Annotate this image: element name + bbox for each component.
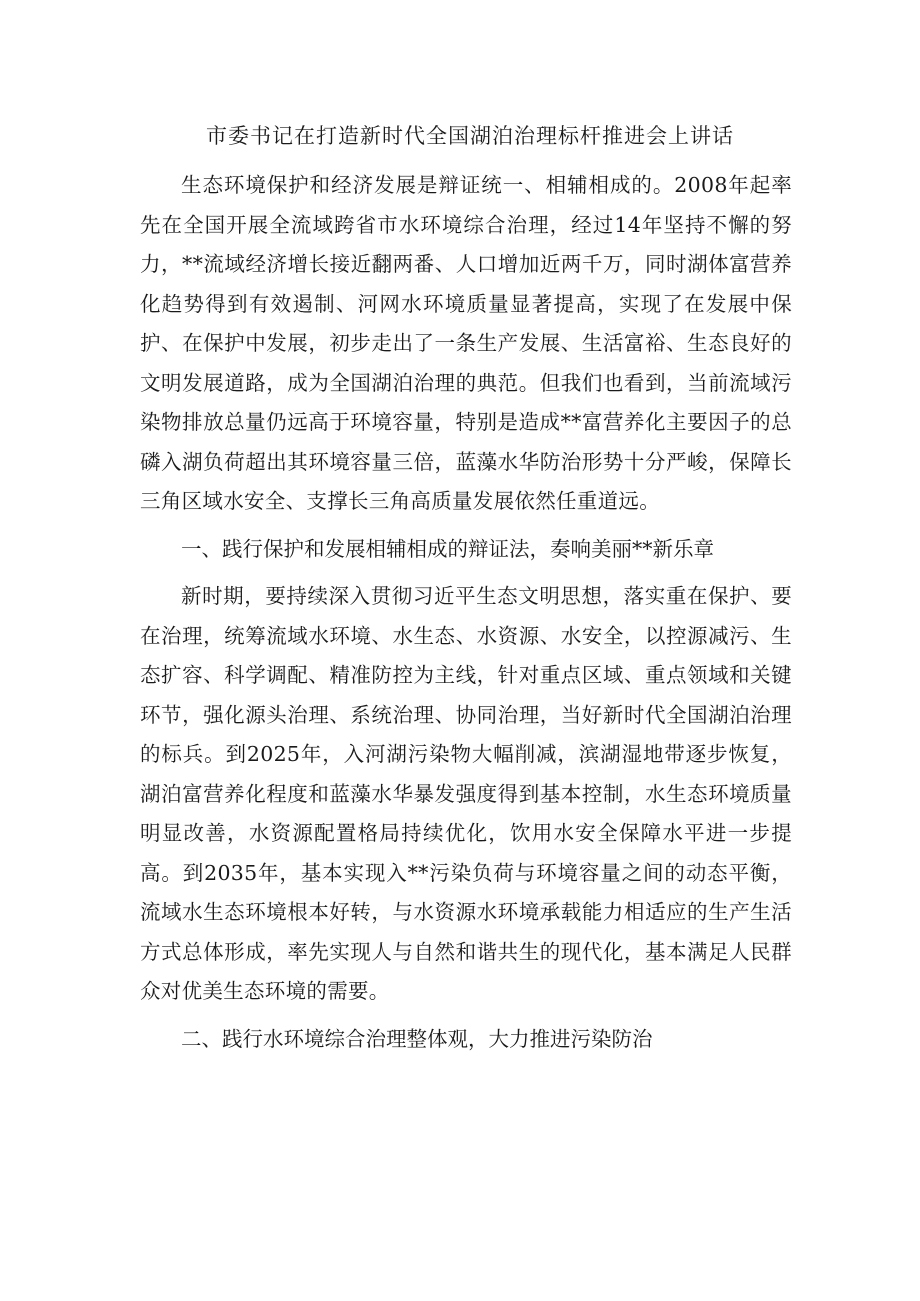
- document-body: [140, 166, 792, 1067]
- paragraph-intro: 生态环境保护和经济发展是辩证统一、相辅相成的。2008年起率先在全国开展全流域跨省市水环境综合治理，经过14年坚持不懈的努力，**流域经济增长接近翻两番、人口增加近两千万，同时湖体富营养化趋势得到有效遏制、河网水环境质量显著提高，实现了在发展中保护、在保护中发展，初步走出了一条生产发展、生活富裕、生态良好的文明发展道路，成为全国湖泊治理的典范。但我们也看到，当前流域污染物排放总量仍远高于环境容量，特别是造成**富营养化主要因子的总磷入湖负荷超出其环境容量三倍，蓝藻水华防治形势十分严峻，保障长三角区域水安全、支撑长三角高质量发展依然任重道远。: [140, 173, 792, 513]
- paragraph-section-1: 新时期，要持续深入贯彻习近平生态文明思想，落实重在保护、要在治理，统筹流域水环境、水生态、水资源、水安全，以控源减污、生态扩容、科学调配、精准防控为主线，针对重点区域、重点领域和关键环节，强化源头治理、系统治理、协同治理，当好新时代全国湖泊治理的标兵。到2025年，入河湖污染物大幅削减，滨湖湿地带逐步恢复，湖泊富营养化程度和蓝藻水华暴发强度得到基本控制，水生态环境质量明显改善，水资源配置格局持续优化，饮用水安全保障水平进一步提高。到2035年，基本实现入**污染负荷与环境容量之间的动态平衡，流域水生态环境根本好转，与水资源水环境承载能力相适应的生产生活方式总体形成，率先实现人与自然和谐共生的现代化，基本满足人民群众对优美生态环境的需要。: [140, 584, 792, 1003]
- section-heading-2: 二、践行水环境综合治理整体观，大力推进污染防治: [181, 1026, 653, 1051]
- section-heading-1: 一、践行保护和发展相辅相成的辩证法，奏响美丽**新乐章: [181, 536, 714, 561]
- document-title: 市委书记在打造新时代全国湖泊治理标杆推进会上讲话: [206, 124, 734, 148]
